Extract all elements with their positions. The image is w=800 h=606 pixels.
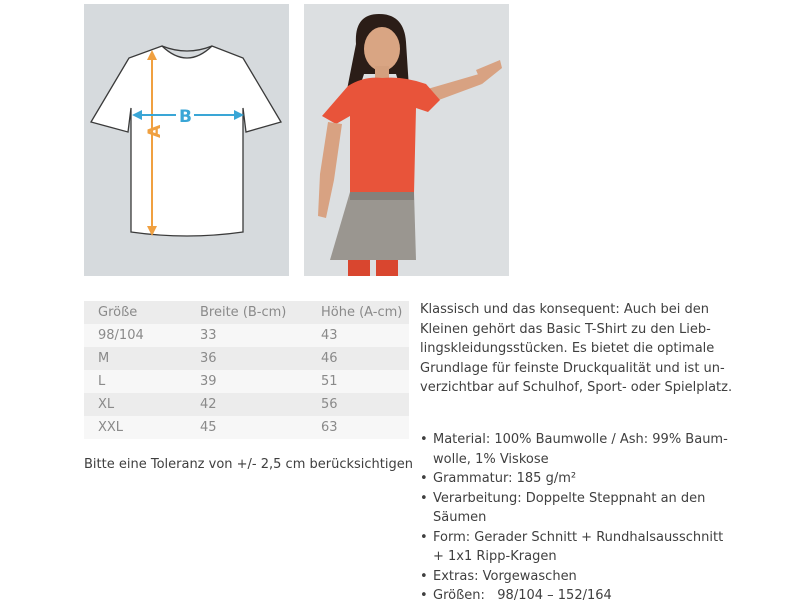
width-label: B [179,107,192,127]
cell-width: 42 [186,393,307,416]
cell-height: 56 [307,393,409,416]
feature-line: wolle, 1% Viskose [433,451,549,467]
size-table [84,301,409,439]
product-description [420,300,740,398]
description-line: lingskleidungsstücken. Es bietet die optimale [420,341,715,356]
feature-line: • Material: 100% Baumwolle / Ash: 99% Baum- [433,432,728,447]
feature-line: + 1x1 Ripp-Kragen [433,549,557,564]
table-row [84,393,409,416]
cell-height: 43 [307,324,409,347]
tolerance-note: Bitte eine Toleranz von +/- 2,5 cm berücksichtigen [84,457,413,472]
table-row [84,370,409,393]
list-item [420,469,760,489]
cell-size: M [84,347,186,370]
table-row [84,416,409,439]
feature-line: • Größen: 98/104 – 152/164 [433,588,612,603]
description-line: verzichtbar auf Schulhof, Sport- oder Spielplatz. [420,380,733,395]
cell-height: 46 [307,347,409,370]
tshirt-outline [91,46,281,236]
height-label: A [145,124,165,138]
cell-width: 45 [186,416,307,439]
cell-size: XXL [84,416,186,439]
feature-line: • Form: Gerader Schnitt + Rundhalsausschnitt [433,529,724,545]
list-item [420,567,760,587]
cell-size: 98/104 [84,324,186,347]
child-model-illustration [304,4,509,276]
description-line: Grundlage für feinste Druckqualität und ist un- [420,360,725,376]
size-diagram-panel [84,4,289,276]
list-item [420,586,760,606]
feature-line: • Grammatur: 185 g/m² [433,471,577,486]
table-row [84,324,409,347]
header-size: Größe [84,301,186,324]
list-item [420,430,760,469]
feature-line: • Extras: Vorgewaschen [433,568,577,584]
list-item [420,528,760,567]
cell-height: 51 [307,370,409,393]
table-header-row [84,301,409,324]
table-row [84,347,409,370]
feature-list [420,430,760,606]
header-width: Breite (B-cm) [186,301,307,324]
cell-height: 63 [307,416,409,439]
tshirt-diagram [84,4,289,276]
cell-width: 39 [186,370,307,393]
feature-line: • Verarbeitung: Doppelte Steppnaht an den [433,490,706,506]
description-line: Kleinen gehört das Basic T-Shirt zu den Lieb- [420,321,711,337]
cell-width: 33 [186,324,307,347]
description-line: Klassisch und das konsequent: Auch bei den [420,302,710,317]
cell-size: L [84,370,186,393]
feature-line: Säumen [433,510,487,525]
list-item [420,489,760,528]
cell-width: 36 [186,347,307,370]
header-height: Höhe (A-cm) [307,301,409,324]
model-photo [304,4,509,276]
cell-size: XL [84,393,186,416]
